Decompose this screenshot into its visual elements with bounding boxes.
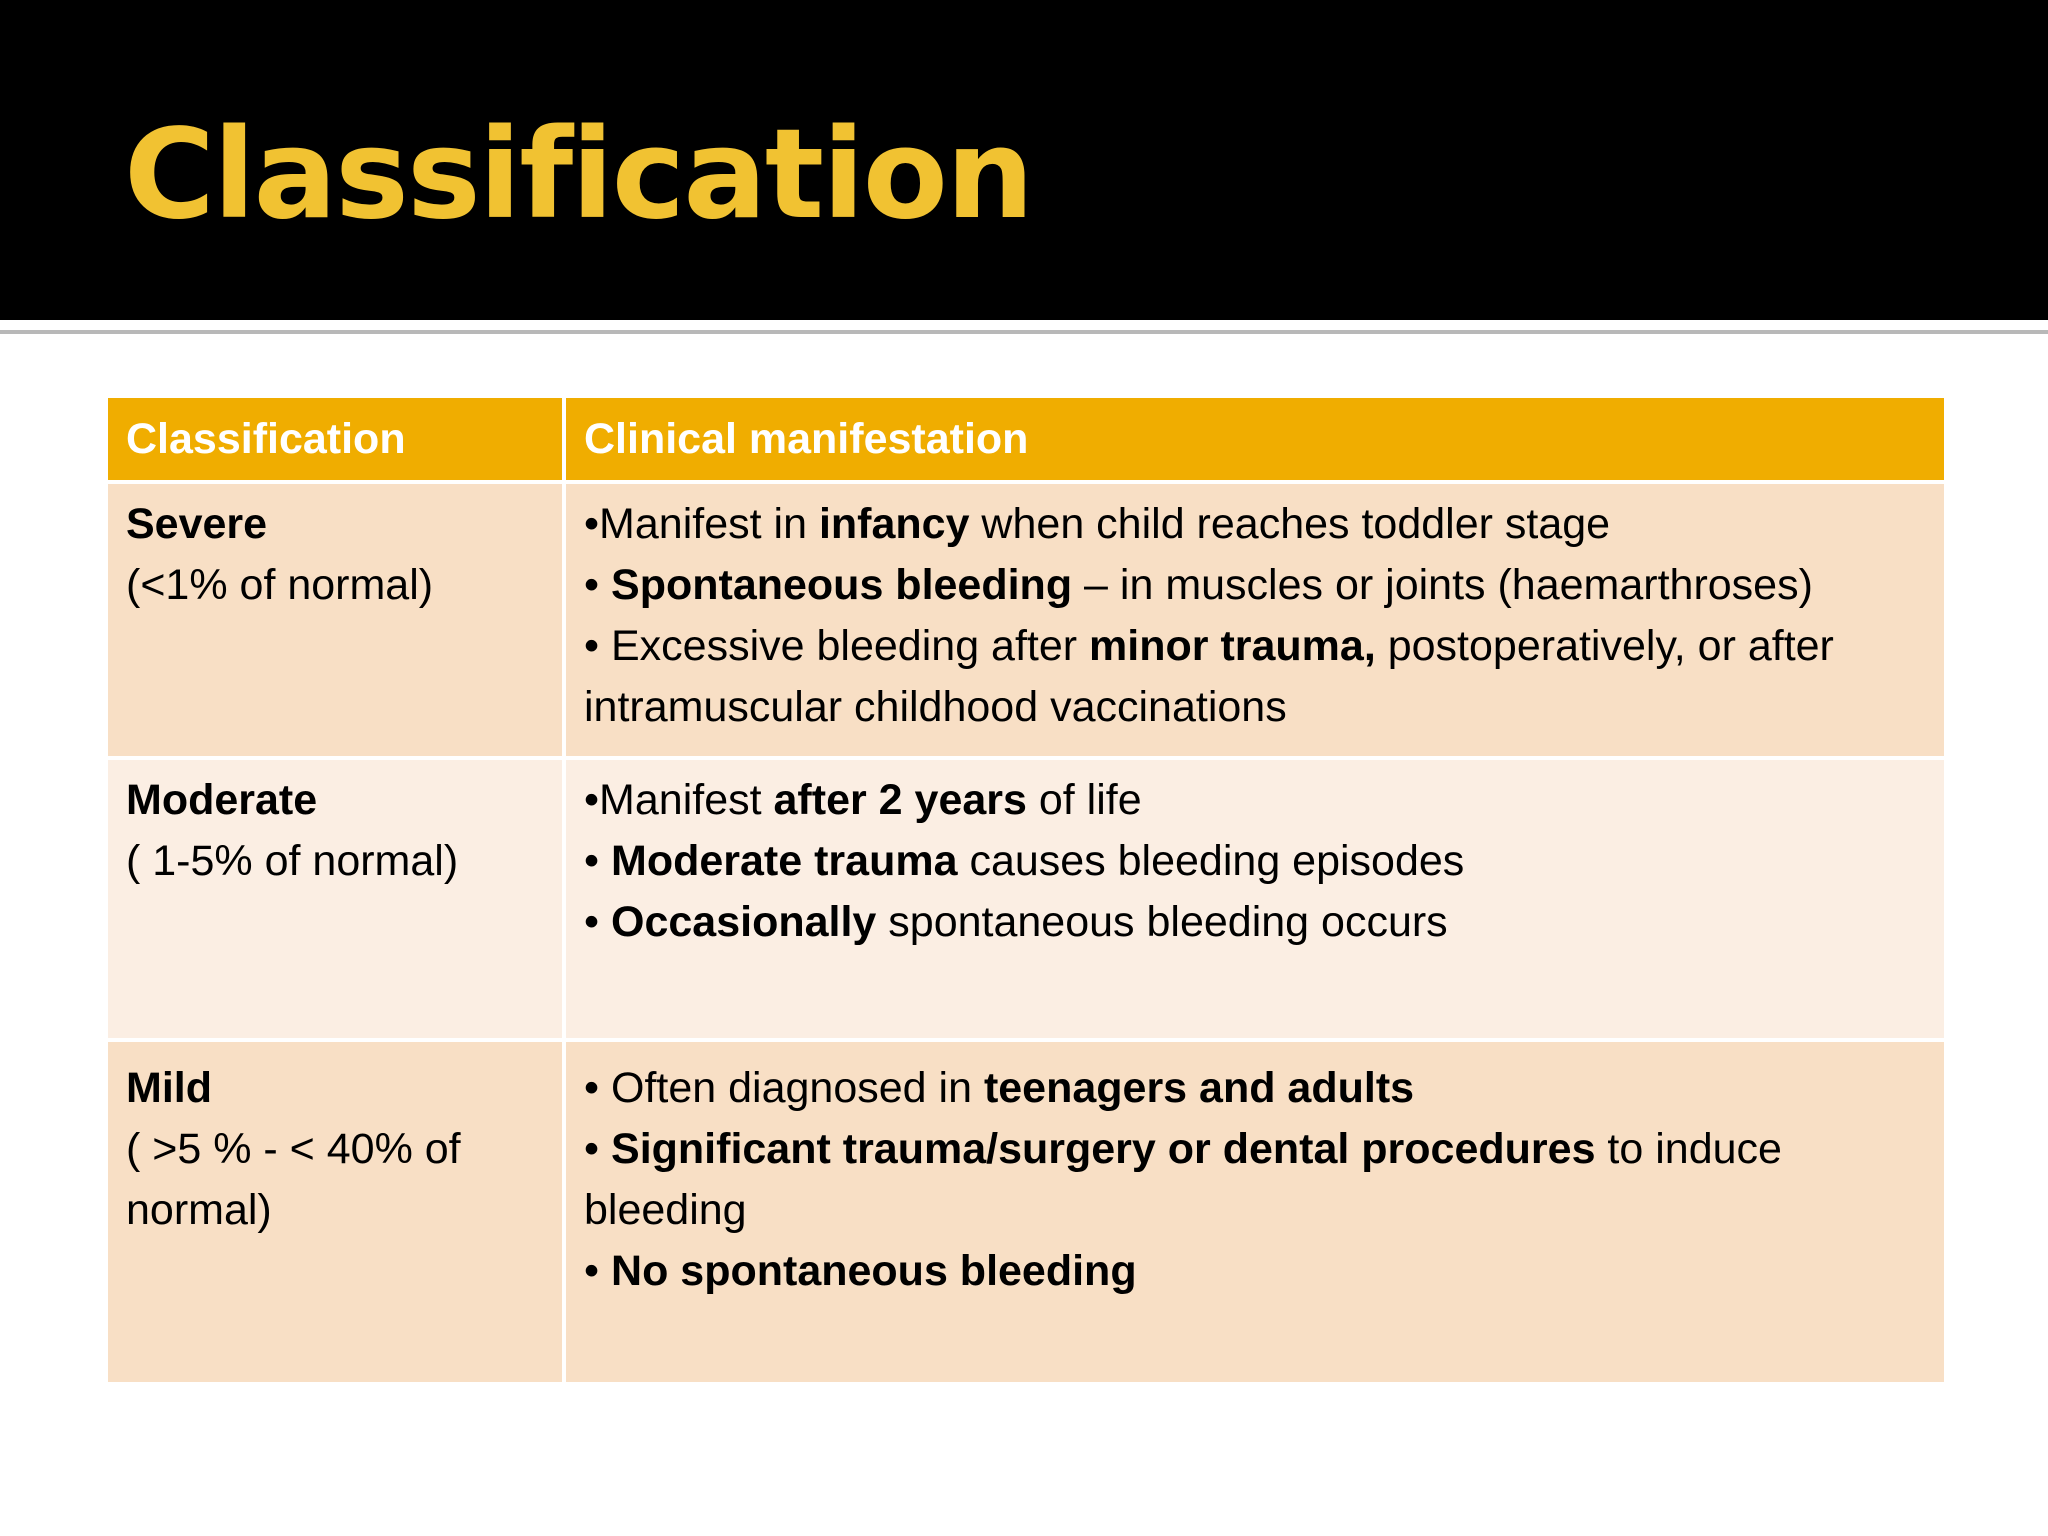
header-clinical-manifestation: Clinical manifestation xyxy=(564,396,1946,482)
line-emphasis: infancy xyxy=(818,500,970,548)
line-emphasis: after 2 years xyxy=(773,776,1027,824)
manifestation-cell xyxy=(564,1040,1946,1384)
table-row-mild xyxy=(106,1040,1946,1384)
manifestation-line xyxy=(584,494,1926,555)
manifestation-line xyxy=(584,770,1926,831)
severity-name: Severe xyxy=(126,500,268,548)
manifestation-line xyxy=(584,1241,1926,1302)
line-text: • xyxy=(584,1125,612,1173)
classification-table xyxy=(104,394,1948,1386)
line-text: – in muscles or joints (haemarthroses) xyxy=(1072,561,1813,609)
manifestation-line xyxy=(584,892,1926,953)
table-row-moderate xyxy=(106,758,1946,1040)
line-text: • xyxy=(584,837,612,885)
table-header-row xyxy=(106,396,1946,482)
line-text: • xyxy=(584,898,612,946)
severity-cell xyxy=(106,482,564,758)
line-text: postoperatively, or after intramuscular childhood vaccinations xyxy=(584,622,1834,731)
severity-name: Moderate xyxy=(126,776,318,824)
manifestation-line xyxy=(584,831,1926,892)
severity-cell xyxy=(106,758,564,1040)
severity-cell xyxy=(106,1040,564,1384)
header-classification: Classification xyxy=(106,396,564,482)
line-text: spontaneous bleeding occurs xyxy=(876,898,1448,946)
line-text: • xyxy=(584,561,612,609)
factor-level-range: ( 1-5% of normal) xyxy=(126,837,459,885)
manifestation-line xyxy=(584,616,1926,738)
manifestation-cell xyxy=(564,482,1946,758)
factor-level-range: ( >5 % - < 40% of normal) xyxy=(126,1125,461,1234)
line-text: of life xyxy=(1026,776,1142,824)
line-text: • Excessive bleeding after xyxy=(584,622,1090,670)
line-emphasis: Moderate trauma xyxy=(611,837,958,885)
factor-level-range: (<1% of normal) xyxy=(126,561,434,609)
title-divider xyxy=(0,330,2048,334)
line-text: •Manifest in xyxy=(584,500,819,548)
manifestation-line xyxy=(584,1119,1926,1241)
manifestation-line xyxy=(584,555,1926,616)
line-text: to induce bleeding xyxy=(584,1125,1782,1234)
line-emphasis: teenagers and adults xyxy=(983,1064,1415,1112)
line-text: causes bleeding episodes xyxy=(957,837,1465,885)
manifestation-line xyxy=(584,1058,1926,1119)
line-emphasis: Spontaneous bleeding xyxy=(611,561,1073,609)
line-emphasis: Occasionally xyxy=(611,898,877,946)
manifestation-cell xyxy=(564,758,1946,1040)
line-emphasis: No spontaneous bleeding xyxy=(611,1247,1137,1295)
title-bar xyxy=(0,0,2048,320)
table-row-severe xyxy=(106,482,1946,758)
line-emphasis: minor trauma, xyxy=(1089,622,1376,670)
line-text: •Manifest xyxy=(584,776,774,824)
slide-title: Classification xyxy=(124,103,1033,247)
line-text: • xyxy=(584,1247,612,1295)
line-emphasis: Significant trauma/surgery or dental procedures xyxy=(611,1125,1596,1173)
severity-name: Mild xyxy=(126,1064,212,1112)
line-text: when child reaches toddler stage xyxy=(969,500,1611,548)
line-text: • Often diagnosed in xyxy=(584,1064,984,1112)
